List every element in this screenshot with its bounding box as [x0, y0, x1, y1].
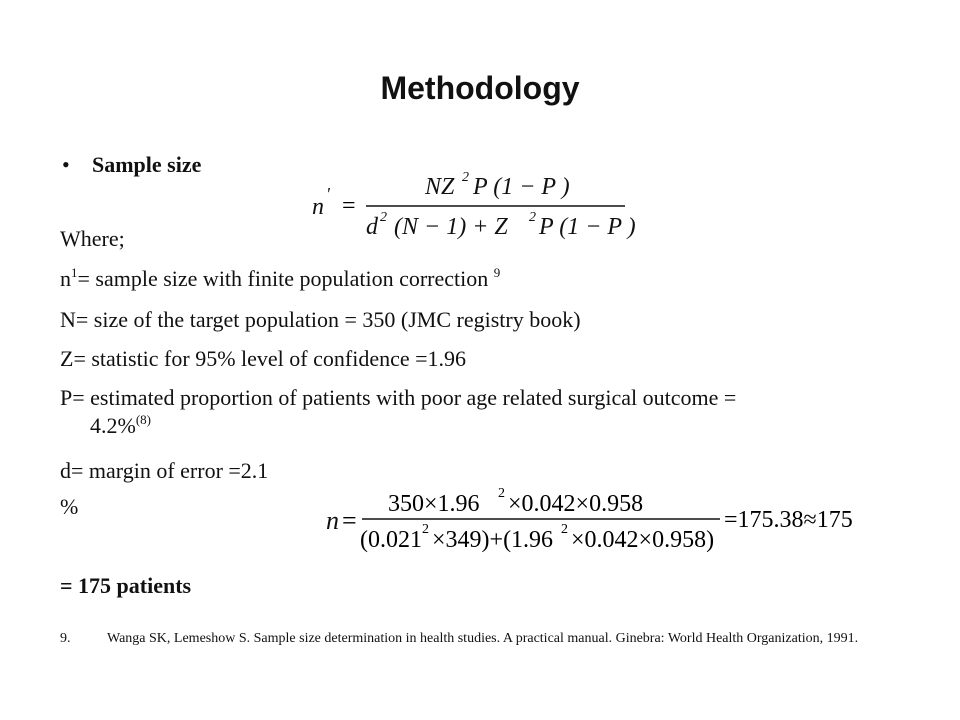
n1-definition [60, 266, 500, 292]
formula1-equals: = [342, 193, 356, 219]
bullet-label: Sample size [92, 152, 202, 177]
P-definition-continued [90, 413, 151, 439]
reference-number: 9. [60, 631, 71, 646]
sample-size-calculation [322, 485, 882, 557]
reference-text: Wanga SK, Lemeshow S. Sample size determination in health studies. A practical manual. Ginebra: World Health Organization, 1991. [107, 631, 859, 646]
formula1-numerator-exp: 2 [462, 170, 469, 185]
formula1-den-mid: (N − 1) + Z [394, 214, 508, 240]
formula2-lhs: n [326, 506, 339, 535]
result-patients: = 175 patients [60, 573, 192, 598]
formula1-numerator-rest: P (1 − P ) [473, 174, 570, 200]
formula2-num-b: ×0.042×0.958 [508, 491, 644, 517]
formula1-den-d: d [366, 214, 378, 240]
n1-reference: 9 [493, 265, 501, 280]
n1-superscript: 1 [71, 265, 78, 280]
formula2-result: =175.38≈175 [724, 507, 853, 533]
formula2-den-c: ×0.042×0.958) [571, 527, 715, 553]
formula1-prime: ' [326, 184, 330, 204]
n1-symbol: n [60, 266, 71, 291]
formula1-lhs: n [312, 194, 324, 220]
formula2-den-b: ×349)+(1.96 [432, 527, 554, 553]
N-definition: N= size of the target population = 350 (JMC registry book) [60, 307, 581, 332]
formula2-den-b-exp: 2 [561, 522, 568, 537]
formula1-den-end: P (1 − P ) [539, 214, 636, 240]
P-definition: P= estimated proportion of patients with poor age related surgical outcome = [60, 385, 737, 410]
bullet-icon: • [62, 152, 70, 177]
formula1-den-mid-exp: 2 [529, 210, 536, 225]
bullet-sample-size [62, 152, 201, 178]
formula2-den-a-exp: 2 [422, 522, 429, 537]
formula2-num-a: 350×1.96 [388, 491, 480, 517]
percent-symbol: % [60, 494, 79, 519]
where-label: Where; [60, 226, 125, 251]
P-value: 4.2% [90, 413, 136, 438]
page-title: Methodology [380, 70, 580, 106]
formula1-den-d-exp: 2 [380, 210, 387, 225]
sample-size-formula [300, 168, 640, 244]
formula1-numerator: NZ [425, 174, 455, 200]
formula2-num-exp: 2 [498, 486, 505, 501]
formula2-equals: = [342, 506, 357, 535]
Z-definition: Z= statistic for 95% level of confidence =1.96 [60, 346, 467, 371]
d-definition: d= margin of error =2.1 [60, 458, 269, 483]
P-reference: (8) [135, 412, 151, 427]
n1-text: = sample size with finite population correction [77, 266, 494, 291]
formula2-den-a: (0.021 [360, 527, 422, 553]
